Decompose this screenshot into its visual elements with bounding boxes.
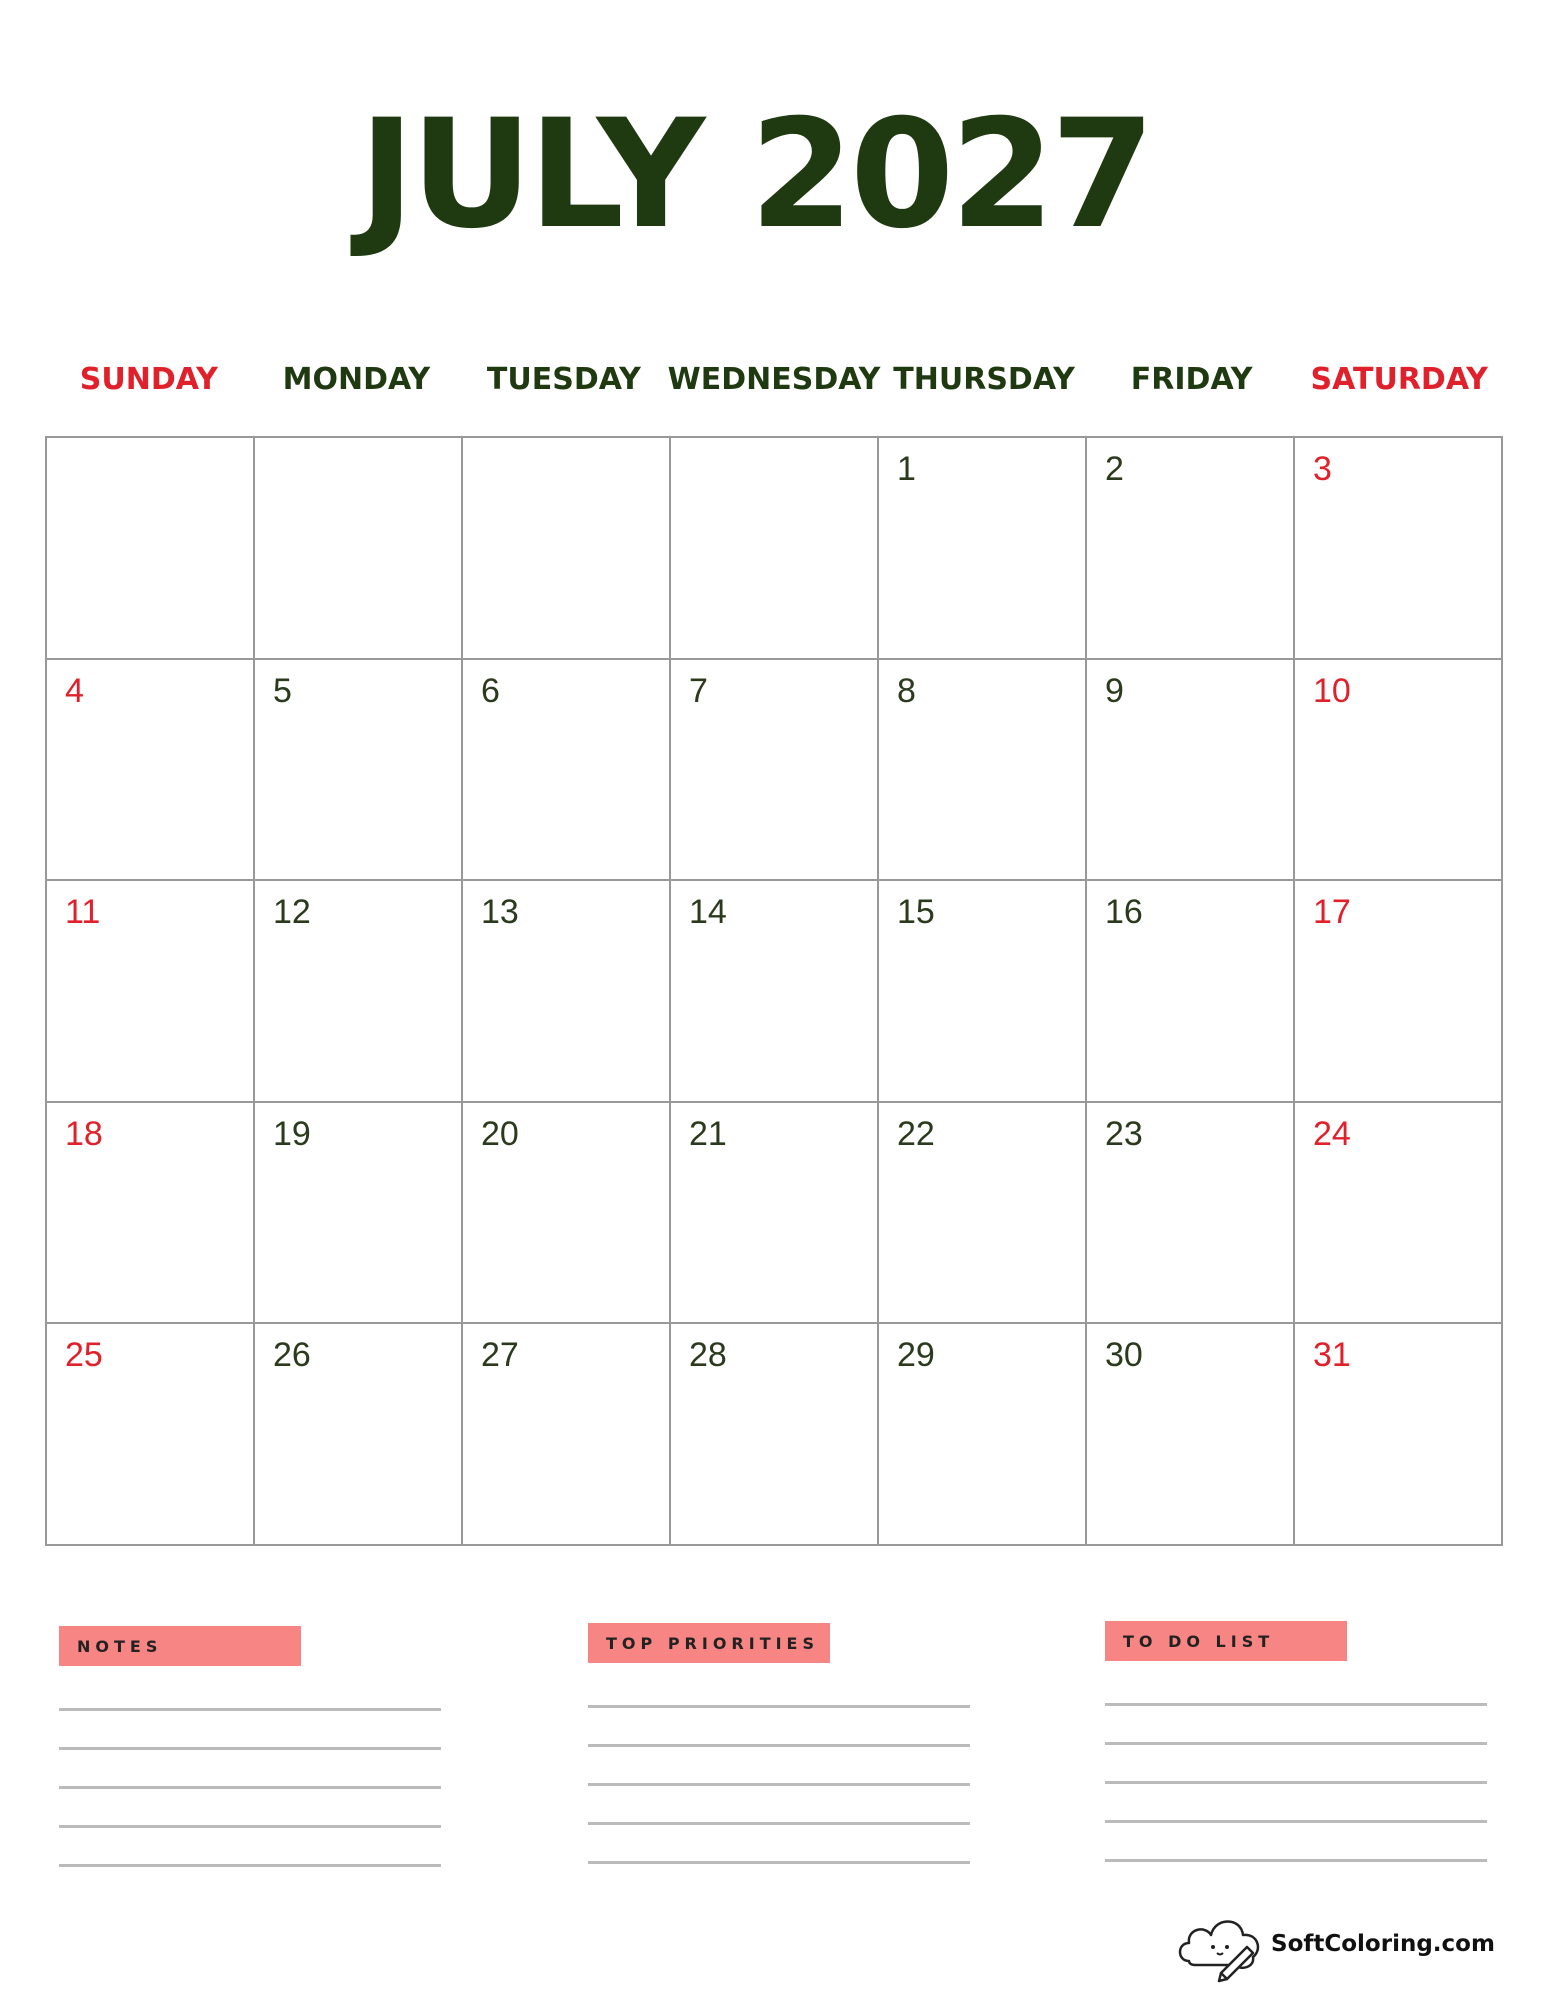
page-title: JULY 2027	[358, 88, 1152, 262]
day-number: 20	[481, 1114, 519, 1153]
day-number: 13	[481, 893, 519, 932]
day-number: 25	[65, 1336, 103, 1375]
calendar-day-cell[interactable]	[1295, 1103, 1503, 1325]
calendar-day-cell[interactable]	[47, 1324, 255, 1546]
day-number: 31	[1313, 1336, 1351, 1375]
calendar-day-cell[interactable]	[879, 1103, 1087, 1325]
calendar-day-cell[interactable]	[255, 660, 463, 882]
calendar-day-cell[interactable]	[671, 1103, 879, 1325]
priorities-line[interactable]	[588, 1705, 970, 1708]
calendar-day-cell[interactable]	[879, 438, 1087, 660]
day-number: 5	[273, 671, 292, 710]
calendar-day-cell[interactable]	[463, 881, 671, 1103]
weekday-sunday: SUNDAY	[79, 362, 218, 397]
day-number: 9	[1105, 671, 1124, 710]
day-number: 26	[273, 1336, 311, 1375]
calendar-day-cell[interactable]	[1087, 1103, 1295, 1325]
calendar-day-cell[interactable]	[47, 438, 255, 660]
day-number: 11	[65, 893, 101, 932]
todo-line[interactable]	[1105, 1742, 1487, 1745]
calendar-day-cell[interactable]	[1295, 438, 1503, 660]
day-number: 16	[1105, 893, 1143, 932]
weekday-monday: MONDAY	[282, 362, 431, 397]
day-number: 28	[689, 1336, 727, 1375]
notes-line[interactable]	[59, 1825, 441, 1828]
calendar-day-cell[interactable]	[463, 438, 671, 660]
calendar-day-cell[interactable]	[463, 1103, 671, 1325]
weekday-thursday: THURSDAY	[893, 362, 1075, 397]
day-number: 18	[65, 1114, 103, 1153]
cloud-pencil-logo-icon	[1175, 1905, 1267, 1983]
priorities-line[interactable]	[588, 1744, 970, 1747]
weekday-tuesday: TUESDAY	[486, 362, 641, 397]
calendar-grid	[45, 436, 1503, 1546]
day-number: 4	[65, 671, 84, 710]
weekday-friday: FRIDAY	[1130, 362, 1253, 397]
todo-line[interactable]	[1105, 1703, 1487, 1706]
notes-line[interactable]	[59, 1747, 441, 1750]
calendar-day-cell[interactable]	[463, 1324, 671, 1546]
calendar-day-cell[interactable]	[255, 881, 463, 1103]
calendar-day-cell[interactable]	[47, 881, 255, 1103]
day-number: 6	[481, 671, 500, 710]
day-number: 7	[689, 671, 708, 710]
day-number: 21	[689, 1114, 727, 1153]
calendar-day-cell[interactable]	[255, 438, 463, 660]
top-priorities-label: TOP PRIORITIES	[588, 1623, 830, 1663]
day-number: 19	[273, 1114, 311, 1153]
notes-line[interactable]	[59, 1786, 441, 1789]
day-number: 1	[897, 450, 916, 488]
calendar-day-cell[interactable]	[255, 1324, 463, 1546]
calendar-day-cell[interactable]	[1087, 881, 1295, 1103]
day-number: 23	[1105, 1114, 1143, 1153]
day-number: 12	[273, 893, 311, 932]
todo-line[interactable]	[1105, 1781, 1487, 1784]
day-number: 27	[481, 1336, 519, 1375]
day-number: 17	[1313, 893, 1351, 932]
calendar-day-cell[interactable]	[1087, 438, 1295, 660]
calendar-day-cell[interactable]	[671, 881, 879, 1103]
priorities-line[interactable]	[588, 1822, 970, 1825]
priorities-line[interactable]	[588, 1783, 970, 1786]
day-number: 8	[897, 671, 916, 710]
weekday-header-row	[45, 362, 1503, 397]
weekday-wednesday: WEDNESDAY	[667, 362, 881, 397]
logo-text: SoftColoring.com	[1271, 1931, 1495, 1957]
priorities-line[interactable]	[588, 1861, 970, 1864]
calendar-day-cell[interactable]	[671, 660, 879, 882]
weekday-saturday: SATURDAY	[1310, 362, 1488, 397]
calendar-day-cell[interactable]	[879, 1324, 1087, 1546]
calendar-day-cell[interactable]	[1295, 881, 1503, 1103]
calendar-day-cell[interactable]	[47, 1103, 255, 1325]
calendar-day-cell[interactable]	[463, 660, 671, 882]
notes-section	[59, 1626, 441, 1867]
todo-label: TO DO LIST	[1105, 1621, 1347, 1661]
notes-label: NOTES	[59, 1626, 301, 1666]
day-number: 29	[897, 1336, 935, 1375]
calendar-day-cell[interactable]	[255, 1103, 463, 1325]
day-number: 10	[1313, 671, 1351, 710]
day-number: 22	[897, 1114, 935, 1153]
calendar-day-cell[interactable]	[1295, 1324, 1503, 1546]
notes-line[interactable]	[59, 1864, 441, 1867]
day-number: 3	[1313, 450, 1332, 488]
day-number: 30	[1105, 1336, 1143, 1375]
day-number: 14	[689, 893, 727, 932]
notes-line[interactable]	[59, 1708, 441, 1711]
calendar-day-cell[interactable]	[671, 1324, 879, 1546]
day-number: 2	[1105, 450, 1124, 488]
site-logo	[1175, 1905, 1495, 1983]
day-number: 15	[897, 893, 935, 932]
todo-line[interactable]	[1105, 1859, 1487, 1862]
todo-section	[1105, 1621, 1487, 1862]
calendar-day-cell[interactable]	[671, 438, 879, 660]
todo-line[interactable]	[1105, 1820, 1487, 1823]
day-number: 24	[1313, 1114, 1351, 1153]
calendar-day-cell[interactable]	[1295, 660, 1503, 882]
calendar-day-cell[interactable]	[879, 660, 1087, 882]
calendar-day-cell[interactable]	[47, 660, 255, 882]
calendar-day-cell[interactable]	[1087, 1324, 1295, 1546]
calendar-day-cell[interactable]	[879, 881, 1087, 1103]
top-priorities-section	[588, 1623, 970, 1864]
calendar-day-cell[interactable]	[1087, 660, 1295, 882]
